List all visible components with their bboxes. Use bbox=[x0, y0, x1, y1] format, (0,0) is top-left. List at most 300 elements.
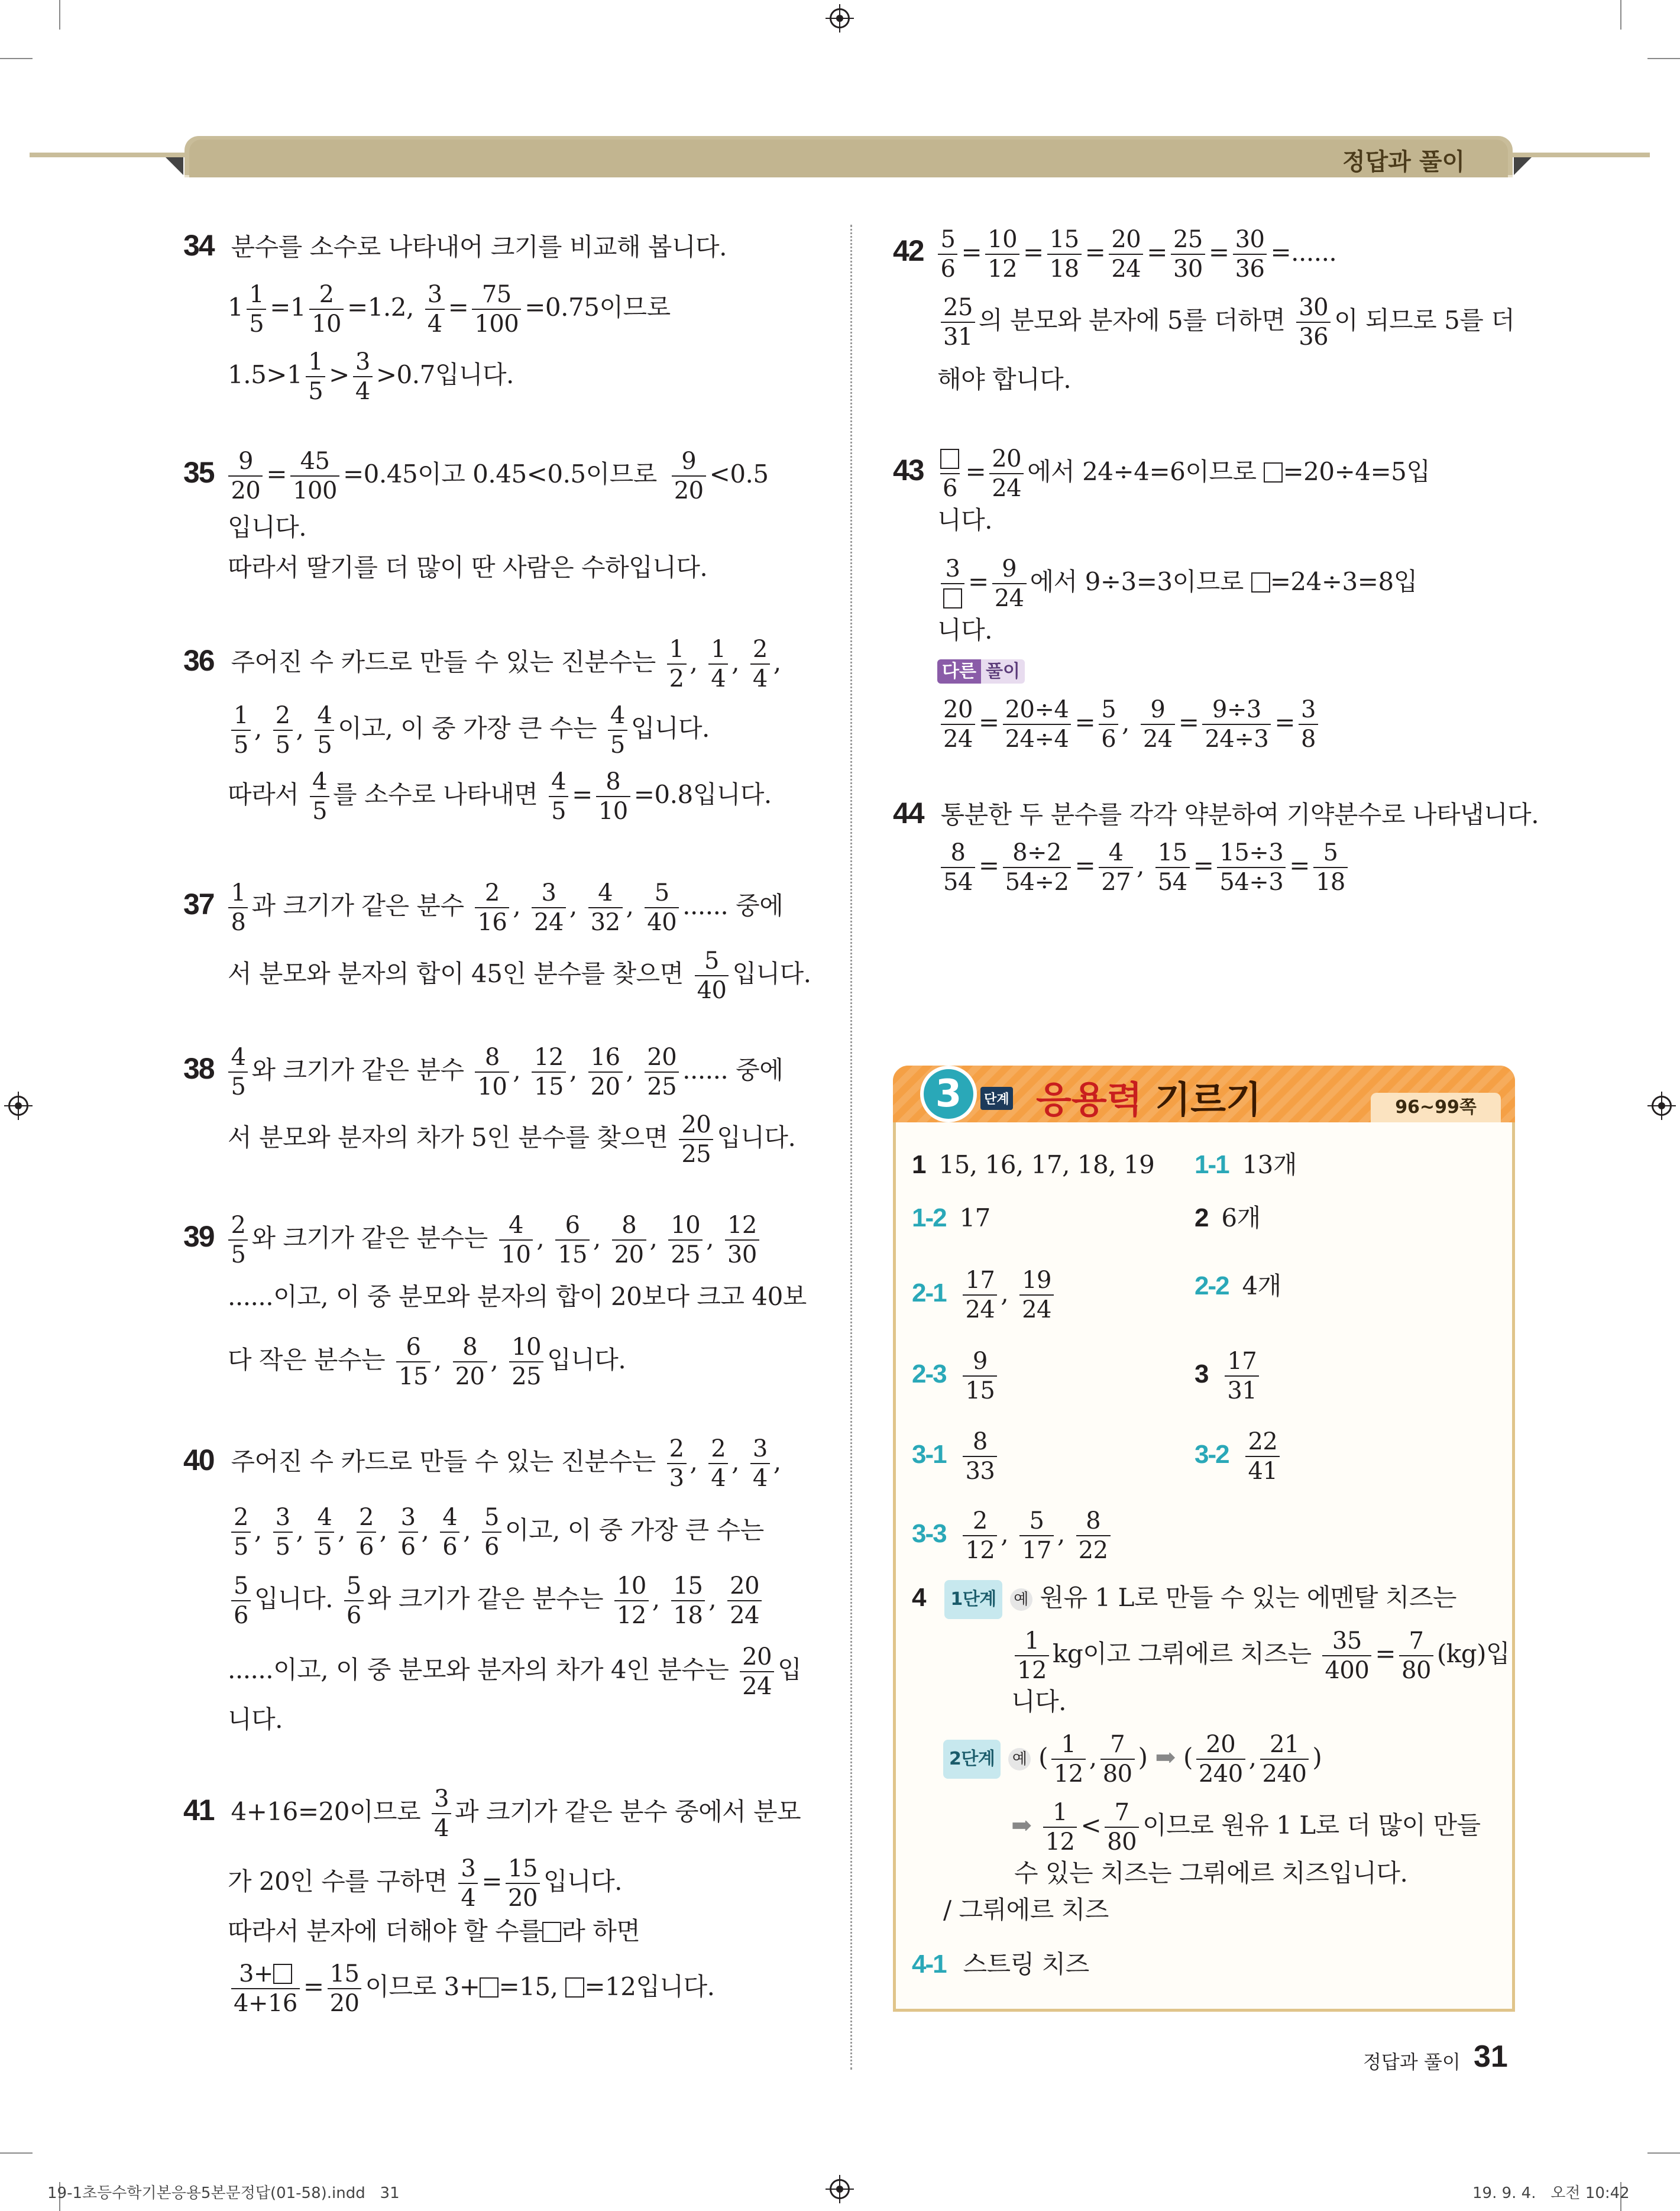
fraction bbox=[482, 1506, 501, 1559]
alt-solution-tag bbox=[937, 656, 1025, 682]
denominator: 5 bbox=[273, 730, 293, 757]
numerator: 10 bbox=[512, 1333, 542, 1361]
numerator: 3 bbox=[541, 879, 556, 907]
fraction bbox=[1003, 841, 1072, 894]
denominator: 40 bbox=[695, 975, 729, 1002]
numerator: 1 bbox=[1061, 1731, 1076, 1758]
text: = bbox=[1023, 238, 1044, 267]
numerator: 4 bbox=[312, 768, 328, 795]
denominator: 6 bbox=[440, 1532, 459, 1559]
text: = bbox=[1375, 1639, 1396, 1668]
fraction bbox=[1099, 841, 1133, 894]
numerator: 20 bbox=[730, 1572, 760, 1600]
text: ( bbox=[1038, 1743, 1048, 1772]
problem-38-line2 bbox=[228, 1113, 795, 1166]
text: =0.8입니다. bbox=[633, 780, 772, 809]
text: ( bbox=[1183, 1743, 1193, 1772]
numerator: 4 bbox=[442, 1504, 458, 1531]
footer-page-number: 31 bbox=[1474, 2040, 1508, 2074]
fraction bbox=[645, 1045, 679, 1099]
text: 가 20인 수를 구하면 bbox=[228, 1867, 448, 1896]
numerator: 22 bbox=[1248, 1428, 1278, 1455]
answer-3-1 bbox=[912, 1430, 1001, 1483]
answer-2-2 bbox=[1195, 1268, 1281, 1304]
denominator: 5 bbox=[315, 1532, 334, 1559]
numerator: 3 bbox=[461, 1855, 476, 1882]
problem-40-line5: 니다. bbox=[228, 1705, 283, 1734]
numerator: 7 bbox=[1110, 1731, 1125, 1758]
blank-box bbox=[1251, 572, 1270, 593]
fraction bbox=[963, 1349, 997, 1403]
fraction bbox=[1015, 1629, 1049, 1682]
numerator: 9 bbox=[972, 1348, 988, 1375]
footer-print-time: 19. 9. 4. 오전 10:42 bbox=[1472, 2184, 1630, 2202]
denominator: 2 bbox=[667, 663, 687, 691]
numerator: 4 bbox=[610, 702, 625, 729]
problem-number: 38 bbox=[183, 1052, 214, 1085]
numerator: 8÷2 bbox=[1012, 839, 1061, 866]
answer-4-step2-line2 bbox=[1011, 1801, 1481, 1854]
denominator: 25 bbox=[679, 1139, 713, 1166]
numerator: 2 bbox=[711, 1435, 726, 1462]
problem-36-line1: 36 주어진 수 카드로 만들 수 있는 진분수는 $\frac{1}{2}$ , $\frac{1}{4}$ , $\frac{2}{4}$ , bbox=[183, 636, 781, 692]
text: 이므로 원유 1 L로 더 많이 만들 bbox=[1142, 1811, 1481, 1840]
denominator: 400 bbox=[1322, 1655, 1371, 1682]
fraction bbox=[588, 881, 623, 934]
numerator: 4 bbox=[508, 1212, 523, 1239]
problem-41-line1 bbox=[183, 1787, 801, 1840]
denominator: 27 bbox=[1099, 867, 1133, 894]
numerator: 5 bbox=[346, 1572, 361, 1600]
fraction bbox=[1313, 841, 1348, 894]
numerator: 1 bbox=[231, 879, 246, 907]
problem-39-line3: 다 작은 분수는 $\frac{6}{15}$ , $\frac{8}{20}$ , $\frac{10}{25}$ 입니다. bbox=[228, 1333, 626, 1390]
fraction bbox=[472, 283, 521, 336]
fraction bbox=[425, 283, 445, 336]
text: =24÷3=8입 bbox=[1270, 567, 1417, 596]
numerator: 15 bbox=[329, 1960, 360, 1987]
fraction bbox=[440, 1506, 459, 1559]
problem-number: 41 bbox=[183, 1794, 214, 1827]
fraction bbox=[941, 557, 964, 610]
numerator: 20 bbox=[1206, 1731, 1236, 1758]
text: 1 bbox=[228, 293, 244, 322]
numerator: 3 bbox=[355, 348, 370, 375]
crop-mark bbox=[1647, 58, 1680, 59]
numerator: 1 bbox=[711, 636, 726, 663]
fraction bbox=[532, 1045, 566, 1099]
answer-number: 3 bbox=[1195, 1359, 1208, 1388]
fraction bbox=[231, 1962, 300, 2015]
problem-number: 34 bbox=[183, 229, 214, 262]
numerator: 7 bbox=[1409, 1627, 1424, 1655]
answer-4-final: / 그뤼에르 치즈 bbox=[943, 1895, 1109, 1924]
fraction bbox=[992, 557, 1027, 610]
denominator: 15 bbox=[963, 1375, 997, 1403]
answer-number: 3-1 bbox=[912, 1440, 946, 1469]
numerator: 17 bbox=[965, 1267, 995, 1294]
text: = bbox=[1274, 708, 1296, 737]
denominator: 24 bbox=[992, 583, 1027, 610]
problem-39-line1: 39 $\frac{2}{5}$ 와 크기가 같은 분수는 $\frac{4}{10}$ , $\frac{6}{15}$ , $\frac{8}{20}$ , $\frac{10}{25}$ , $\frac{12}{30}$ bbox=[183, 1213, 763, 1267]
fraction bbox=[941, 296, 975, 349]
blank-box bbox=[1264, 462, 1283, 483]
text: =12입니다. bbox=[584, 1972, 715, 2001]
fraction bbox=[1260, 1733, 1309, 1786]
denominator: 20 bbox=[612, 1239, 646, 1267]
numerator: 20 bbox=[681, 1111, 711, 1138]
arrow-icon: ➡ bbox=[1011, 1811, 1032, 1840]
fraction bbox=[1099, 698, 1118, 751]
denominator: 18 bbox=[1047, 254, 1082, 281]
problem-40-line3: $\frac{5}{6}$ 입니다. $\frac{5}{6}$ 와 크기가 같은 분수는 $\frac{10}{12}$ , $\frac{15}{18}$ , $\frac{20}{24}$ bbox=[228, 1574, 765, 1627]
problem-43-line2: 니다. bbox=[937, 506, 992, 535]
answer-value: 13개 bbox=[1242, 1150, 1297, 1179]
numerator: 15 bbox=[1049, 226, 1079, 253]
problem-number: 37 bbox=[183, 888, 214, 921]
numerator: 15÷3 bbox=[1219, 839, 1284, 866]
denominator: 54÷3 bbox=[1217, 867, 1286, 894]
step-tag: 2단계 bbox=[943, 1740, 1001, 1779]
numerator: 30 bbox=[1299, 294, 1329, 321]
denominator: 24 bbox=[740, 1671, 774, 1698]
denominator: 20 bbox=[588, 1071, 623, 1099]
step-tag: 1단계 bbox=[944, 1580, 1002, 1619]
blank-box bbox=[273, 1964, 292, 1984]
text: 통분한 두 분수를 각각 약분하여 기약분수로 나타냅니다. bbox=[940, 800, 1539, 829]
section3-badge bbox=[920, 1066, 977, 1122]
numerator: 1 bbox=[249, 281, 264, 308]
fraction bbox=[667, 637, 687, 691]
answer-1-2 bbox=[912, 1200, 990, 1236]
problem-43-line4: 니다. bbox=[937, 616, 992, 645]
denominator: 20 bbox=[506, 1883, 540, 1910]
denominator: 12 bbox=[614, 1600, 649, 1627]
text: 이고, 이 중 가장 큰 수는 bbox=[504, 1516, 764, 1545]
denominator: 54 bbox=[941, 867, 975, 894]
problem-44-line2: $\frac{8}{54}$ = $\frac{8\div 2}{54\div 2}$ = $\frac{4}{27}$ , $\frac{15}{54}$ = $\frac{15\div 3}{54\div 3}$ = $\frac{5}{18}$ bbox=[937, 841, 1351, 894]
fraction bbox=[1100, 1733, 1135, 1786]
answer-number: 2-3 bbox=[912, 1359, 946, 1388]
fraction bbox=[353, 350, 373, 403]
denominator: 20 bbox=[453, 1361, 487, 1388]
denominator: 5 bbox=[228, 1239, 248, 1267]
fraction bbox=[509, 1335, 543, 1388]
text: 이고, 이 중 가장 큰 수는 bbox=[338, 714, 597, 743]
numerator: 3 bbox=[400, 1504, 416, 1531]
fraction bbox=[596, 770, 630, 823]
text: 입니다. bbox=[254, 1584, 334, 1613]
text: 입니다. bbox=[630, 714, 710, 743]
fraction bbox=[399, 1506, 418, 1559]
answer-number: 4 bbox=[912, 1583, 925, 1612]
numerator: 5 bbox=[704, 947, 719, 975]
registration-mark-icon bbox=[830, 8, 850, 28]
text: = bbox=[448, 293, 469, 322]
fraction bbox=[1322, 1629, 1371, 1682]
numerator: 2 bbox=[234, 1504, 248, 1531]
numerator: 8 bbox=[972, 1428, 988, 1455]
text: =15, bbox=[499, 1972, 558, 2001]
registration-mark-icon bbox=[8, 1096, 28, 1116]
fraction bbox=[315, 1506, 334, 1559]
fraction bbox=[963, 1430, 997, 1483]
denominator: 5 bbox=[608, 730, 627, 757]
answer-4-step2-line3: 수 있는 치즈는 그뤼에르 치즈입니다. bbox=[1014, 1859, 1408, 1888]
denominator: 6 bbox=[938, 254, 957, 281]
problem-42-line1 bbox=[893, 228, 1336, 281]
fraction bbox=[231, 704, 251, 757]
fraction bbox=[1047, 228, 1082, 281]
section3-title bbox=[1036, 1070, 1261, 1123]
fraction bbox=[310, 770, 329, 823]
denominator: 20 bbox=[328, 1988, 362, 2015]
registration-mark-icon bbox=[830, 2179, 850, 2199]
denominator: 15 bbox=[532, 1071, 566, 1099]
answer-value: 17 bbox=[959, 1203, 990, 1232]
denominator: 12 bbox=[1015, 1655, 1049, 1682]
fraction bbox=[328, 1962, 362, 2015]
text: 이 되므로 5를 더 bbox=[1334, 306, 1515, 335]
numerator: 4 bbox=[317, 1504, 332, 1531]
problem-34-line3 bbox=[228, 350, 514, 403]
numerator: 35 bbox=[1332, 1627, 1362, 1655]
denominator: 24÷4 bbox=[1003, 724, 1072, 751]
fraction bbox=[727, 1574, 762, 1627]
text: ) bbox=[1138, 1743, 1148, 1772]
fraction bbox=[228, 1045, 248, 1099]
fraction bbox=[344, 1574, 364, 1627]
problem-38-line1: 38 $\frac{4}{5}$ 와 크기가 같은 분수 $\frac{8}{10}$ , $\frac{12}{15}$ , $\frac{16}{20}$ , $\frac{20}{25}$ ...... 중에 bbox=[183, 1044, 784, 1100]
numerator: 10 bbox=[671, 1212, 701, 1239]
numerator: 20 bbox=[647, 1044, 677, 1071]
example-icon: 예 bbox=[1008, 1748, 1031, 1770]
arrow-icon: ➡ bbox=[1155, 1743, 1176, 1772]
denominator: 41 bbox=[1245, 1456, 1280, 1483]
badge-number: 3 bbox=[935, 1072, 962, 1116]
denominator: 80 bbox=[1399, 1655, 1433, 1682]
text: = bbox=[1178, 708, 1199, 737]
problem-43-line1 bbox=[893, 447, 1430, 500]
answer-4-1 bbox=[912, 1947, 1089, 1982]
denominator: 12 bbox=[985, 254, 1019, 281]
text: 서 분모와 분자의 합이 45인 분수를 찾으면 bbox=[228, 959, 684, 988]
denominator: 5 bbox=[315, 730, 334, 757]
text: 와 크기가 같은 분수는 bbox=[251, 1223, 488, 1252]
crop-mark bbox=[1647, 2152, 1680, 2154]
fraction bbox=[453, 1335, 487, 1388]
numerator: 3 bbox=[275, 1504, 290, 1531]
text: 주어진 수 카드로 만들 수 있는 진분수는 bbox=[231, 648, 656, 676]
text: >0.7입니다. bbox=[376, 360, 514, 389]
numerator: 4 bbox=[231, 1044, 246, 1071]
fraction bbox=[1019, 1268, 1054, 1322]
problem-41-line3 bbox=[228, 1914, 640, 1949]
denominator: 5 bbox=[228, 1071, 248, 1099]
numerator: 10 bbox=[988, 226, 1018, 253]
denominator: 4 bbox=[708, 1463, 728, 1490]
numerator: 5 bbox=[1101, 696, 1116, 723]
numerator: 9 bbox=[238, 448, 253, 475]
numerator: 2 bbox=[358, 1504, 374, 1531]
text: = bbox=[303, 1972, 324, 2001]
text: 서 분모와 분자의 차가 5인 분수를 찾으면 bbox=[228, 1123, 668, 1152]
denominator: 18 bbox=[671, 1600, 705, 1627]
denominator: 25 bbox=[509, 1361, 543, 1388]
blank-box bbox=[943, 588, 962, 608]
text: = bbox=[978, 708, 999, 737]
crop-mark bbox=[1620, 0, 1621, 30]
denominator: 4 bbox=[750, 663, 770, 691]
numerator: 2 bbox=[275, 702, 290, 729]
fraction bbox=[273, 1506, 293, 1559]
denominator: 36 bbox=[1233, 254, 1267, 281]
answer-3-2 bbox=[1195, 1430, 1283, 1483]
problem-37-line1: 37 $\frac{1}{8}$ 과 크기가 같은 분수 $\frac{2}{16}$ , $\frac{3}{24}$ , $\frac{4}{32}$ , $\frac{5}{40}$ ...... 중에 bbox=[183, 879, 784, 936]
numerator: 3 bbox=[752, 1435, 768, 1462]
numerator: 15 bbox=[1157, 839, 1187, 866]
numerator: 8 bbox=[484, 1044, 500, 1071]
numerator: 30 bbox=[1235, 226, 1265, 253]
denominator: 5 bbox=[310, 796, 329, 823]
denominator: 6 bbox=[231, 1600, 251, 1627]
title-bold: 응용력 bbox=[1036, 1078, 1142, 1121]
text: = bbox=[1147, 238, 1167, 267]
answer-4-step1-line2 bbox=[1011, 1629, 1510, 1682]
fraction bbox=[941, 841, 975, 894]
fraction bbox=[938, 447, 962, 500]
numerator: 4 bbox=[598, 879, 613, 907]
denominator: 54 bbox=[1155, 867, 1190, 894]
alt-tag-b: 풀이 bbox=[981, 659, 1025, 684]
numerator: 6 bbox=[565, 1212, 580, 1239]
numerator: 8 bbox=[462, 1333, 478, 1361]
denominator: 24 bbox=[941, 724, 975, 751]
denominator: 240 bbox=[1196, 1759, 1245, 1786]
numerator: 5 bbox=[1029, 1507, 1044, 1535]
blank-box bbox=[565, 1977, 584, 1998]
text: = bbox=[1208, 238, 1229, 267]
text: 따라서 bbox=[228, 780, 299, 809]
header-right-wedge bbox=[1514, 157, 1532, 175]
denominator: 24 bbox=[963, 1294, 997, 1322]
header-left-wedge bbox=[166, 157, 183, 175]
fraction bbox=[1155, 841, 1190, 894]
fraction bbox=[1051, 1733, 1086, 1786]
numerator: 4 bbox=[551, 768, 567, 795]
fraction bbox=[989, 447, 1024, 500]
numerator: 1 bbox=[308, 348, 323, 375]
numerator: 45 bbox=[300, 448, 330, 475]
problem-41-line4 bbox=[228, 1962, 715, 2015]
answer-4-step1 bbox=[912, 1580, 1456, 1619]
denominator: 12 bbox=[1043, 1827, 1077, 1854]
problem-36-line3 bbox=[228, 770, 772, 823]
problem-34-line1 bbox=[183, 228, 727, 265]
text: 분수를 소수로 나타내어 크기를 비교해 봅니다. bbox=[231, 232, 727, 261]
fraction bbox=[475, 881, 509, 934]
numerator bbox=[237, 1962, 294, 1988]
numerator: 5 bbox=[940, 226, 956, 253]
numerator: 3 bbox=[427, 281, 442, 308]
denominator: 5 bbox=[306, 376, 325, 403]
fraction bbox=[1109, 228, 1143, 281]
denominator: 5 bbox=[273, 1532, 293, 1559]
answer-value: 4개 bbox=[1242, 1271, 1281, 1300]
answer-2 bbox=[1195, 1200, 1261, 1236]
text: = bbox=[266, 459, 287, 488]
denominator: 6 bbox=[344, 1600, 364, 1627]
numerator: 1 bbox=[234, 702, 248, 729]
answer-number: 1 bbox=[912, 1150, 925, 1179]
answer-3-3: 3-3 $\frac{2}{12}$ , $\frac{5}{17}$ , $\frac{8}{22}$ bbox=[912, 1509, 1114, 1562]
fraction bbox=[941, 698, 975, 751]
numerator: 21 bbox=[1270, 1731, 1299, 1758]
denominator: 80 bbox=[1100, 1759, 1135, 1786]
text: (kg)입 bbox=[1436, 1639, 1510, 1668]
problem-number: 39 bbox=[183, 1220, 214, 1253]
answer-number: 2-1 bbox=[912, 1278, 946, 1307]
fraction bbox=[588, 1045, 623, 1099]
numerator: 2 bbox=[231, 1212, 246, 1239]
denominator: 4+16 bbox=[231, 1988, 300, 2015]
text: =0.75이므로 bbox=[525, 293, 671, 322]
numerator: 7 bbox=[1114, 1799, 1129, 1826]
fraction bbox=[309, 283, 344, 336]
denominator: 17 bbox=[1019, 1535, 1054, 1562]
denominator: 4 bbox=[708, 663, 728, 691]
problem-40-line1: 40 주어진 수 카드로 만들 수 있는 진분수는 $\frac{2}{3}$ , $\frac{2}{4}$ , $\frac{3}{4}$ , bbox=[183, 1435, 781, 1492]
denominator: 4 bbox=[432, 1813, 451, 1840]
text: 에서 9÷3=3이므로 bbox=[1030, 567, 1244, 596]
numerator: 1 bbox=[1053, 1799, 1067, 1826]
fraction bbox=[1043, 1801, 1077, 1854]
numerator: 2 bbox=[484, 879, 500, 907]
denominator: 6 bbox=[1099, 724, 1118, 751]
fraction bbox=[228, 881, 248, 934]
answer-number: 3-2 bbox=[1195, 1440, 1229, 1469]
fraction bbox=[228, 449, 263, 503]
fraction bbox=[532, 881, 566, 934]
fraction bbox=[672, 449, 706, 503]
denominator: 5 bbox=[231, 1532, 251, 1559]
fraction bbox=[1202, 698, 1271, 751]
text: = bbox=[1074, 708, 1096, 737]
text: = bbox=[968, 567, 989, 596]
denominator: 8 bbox=[1299, 724, 1318, 751]
numerator: 5 bbox=[234, 1572, 248, 1600]
text: = bbox=[572, 780, 593, 809]
fraction bbox=[1245, 1430, 1280, 1483]
text: <0.5 bbox=[709, 459, 769, 488]
text: 의 분모와 분자에 5를 더하면 bbox=[978, 306, 1286, 335]
denominator: 22 bbox=[1076, 1535, 1111, 1562]
numerator: 4 bbox=[1108, 839, 1124, 866]
fraction bbox=[306, 350, 325, 403]
numerator: 9÷3 bbox=[1212, 696, 1261, 723]
numerator: 20 bbox=[943, 696, 973, 723]
denominator: 12 bbox=[1051, 1759, 1086, 1786]
fraction bbox=[668, 1213, 703, 1267]
denominator: 10 bbox=[596, 796, 630, 823]
denominator: 36 bbox=[1296, 322, 1331, 349]
problem-40-line2: $\frac{2}{5}$ , $\frac{3}{5}$ , $\frac{4}{5}$ , $\frac{2}{6}$ , $\frac{3}{6}$ , $\frac{4}{6}$ , $\frac{5}{6}$ 이고, 이 중 가장 큰 수는 bbox=[228, 1506, 764, 1559]
text: =1 bbox=[270, 293, 306, 322]
denominator: 100 bbox=[290, 475, 339, 503]
denominator: 80 bbox=[1105, 1827, 1139, 1854]
denominator: 16 bbox=[475, 907, 509, 934]
fraction bbox=[357, 1506, 376, 1559]
